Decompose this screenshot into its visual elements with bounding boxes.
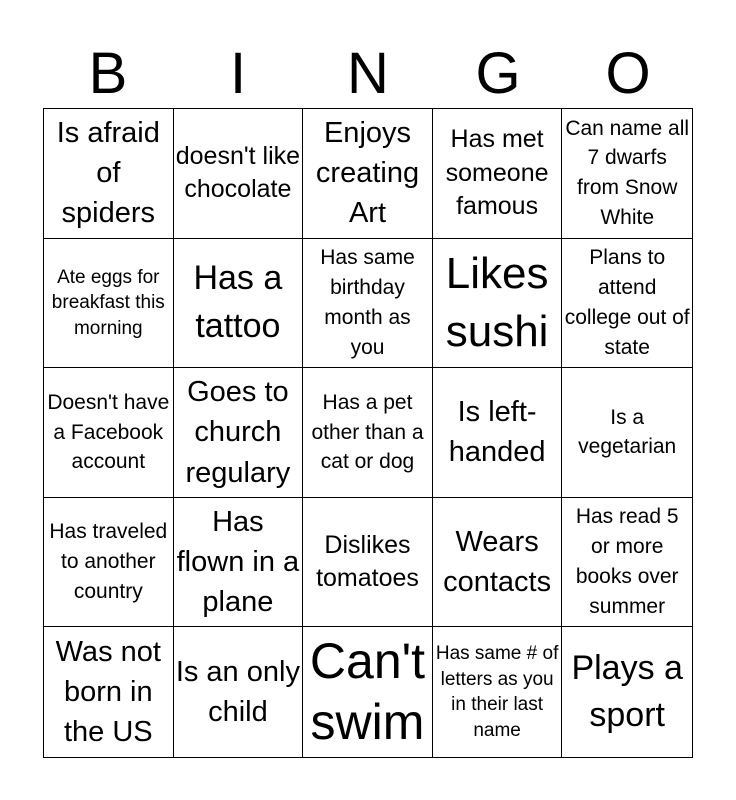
- bingo-board: [43, 108, 693, 758]
- bingo-cell[interactable]: [433, 109, 563, 239]
- bingo-cell-text: Was not born in the US: [55, 636, 161, 749]
- title-letter-b: B: [88, 41, 128, 106]
- bingo-cell[interactable]: [562, 498, 692, 628]
- bingo-cell-text: Enjoys creating Art: [315, 117, 420, 230]
- bingo-cell-text: Can name all 7 dwarfs from Snow White: [565, 116, 690, 230]
- bingo-cell[interactable]: [433, 498, 563, 628]
- bingo-cell[interactable]: [303, 498, 433, 628]
- bingo-cell-text: Likes sushi: [445, 248, 549, 356]
- title-letter-i: I: [229, 41, 247, 106]
- bingo-cell[interactable]: [433, 627, 563, 757]
- bingo-cell[interactable]: [433, 368, 563, 498]
- bingo-cell-text: Dislikes tomatoes: [316, 530, 419, 593]
- bingo-cell-text: Has a tattoo: [193, 259, 283, 345]
- bingo-cell-text: Is a vegetarian: [578, 405, 677, 459]
- bingo-cell[interactable]: [562, 109, 692, 239]
- bingo-cell-text: Goes to church regulary: [185, 376, 291, 489]
- bingo-cell[interactable]: [303, 368, 433, 498]
- bingo-cell[interactable]: [303, 109, 433, 239]
- bingo-cell[interactable]: [174, 498, 304, 628]
- bingo-cell-text: Has a pet other than a cat or dog: [311, 390, 424, 474]
- bingo-cell[interactable]: [562, 368, 692, 498]
- title-letter-o: O: [605, 41, 651, 106]
- bingo-cell-text: Is left-handed: [448, 396, 546, 469]
- bingo-cell-text: Is afraid of spiders: [56, 117, 160, 230]
- bingo-cell[interactable]: [44, 109, 174, 239]
- bingo-cell[interactable]: [174, 368, 304, 498]
- bingo-cell-text: Wears contacts: [443, 526, 552, 599]
- bingo-cell-text: Is an only child: [175, 656, 300, 729]
- bingo-cell[interactable]: [174, 239, 304, 369]
- bingo-cell-text: Ate eggs for breakfast this morning: [51, 266, 165, 339]
- bingo-title: [43, 40, 693, 108]
- bingo-cell[interactable]: [44, 627, 174, 757]
- bingo-cell-text: Plays a sport: [571, 648, 683, 735]
- bingo-cell[interactable]: [562, 239, 692, 369]
- bingo-cell-text: Has same # of letters as you in their last name: [435, 643, 559, 741]
- bingo-cell[interactable]: [44, 498, 174, 628]
- bingo-cell-text: Has read 5 or more books over summer: [575, 505, 679, 618]
- bingo-cell-text: Has met someone famous: [445, 125, 549, 221]
- title-letter-g: G: [475, 41, 521, 106]
- bingo-cell[interactable]: [562, 627, 692, 757]
- bingo-cell-text: Can't swim: [309, 633, 426, 751]
- bingo-cell[interactable]: [174, 627, 304, 757]
- bingo-cell[interactable]: [44, 239, 174, 369]
- bingo-cell-text: doesn't like chocolate: [175, 141, 301, 204]
- title-letter-n: N: [347, 41, 389, 106]
- bingo-cell[interactable]: [44, 368, 174, 498]
- bingo-cell-text: Plans to attend college out of state: [564, 246, 690, 359]
- bingo-cell[interactable]: [303, 627, 433, 757]
- bingo-cell[interactable]: [303, 239, 433, 369]
- bingo-cell-text: Has traveled to another country: [49, 520, 168, 603]
- bingo-cell-text: Has same birthday month as you: [320, 246, 415, 359]
- bingo-cell-text: Doesn't have a Facebook account: [47, 390, 170, 474]
- bingo-cell-text: Has flown in a plane: [176, 506, 300, 619]
- bingo-cell[interactable]: [174, 109, 304, 239]
- bingo-cell[interactable]: [433, 239, 563, 369]
